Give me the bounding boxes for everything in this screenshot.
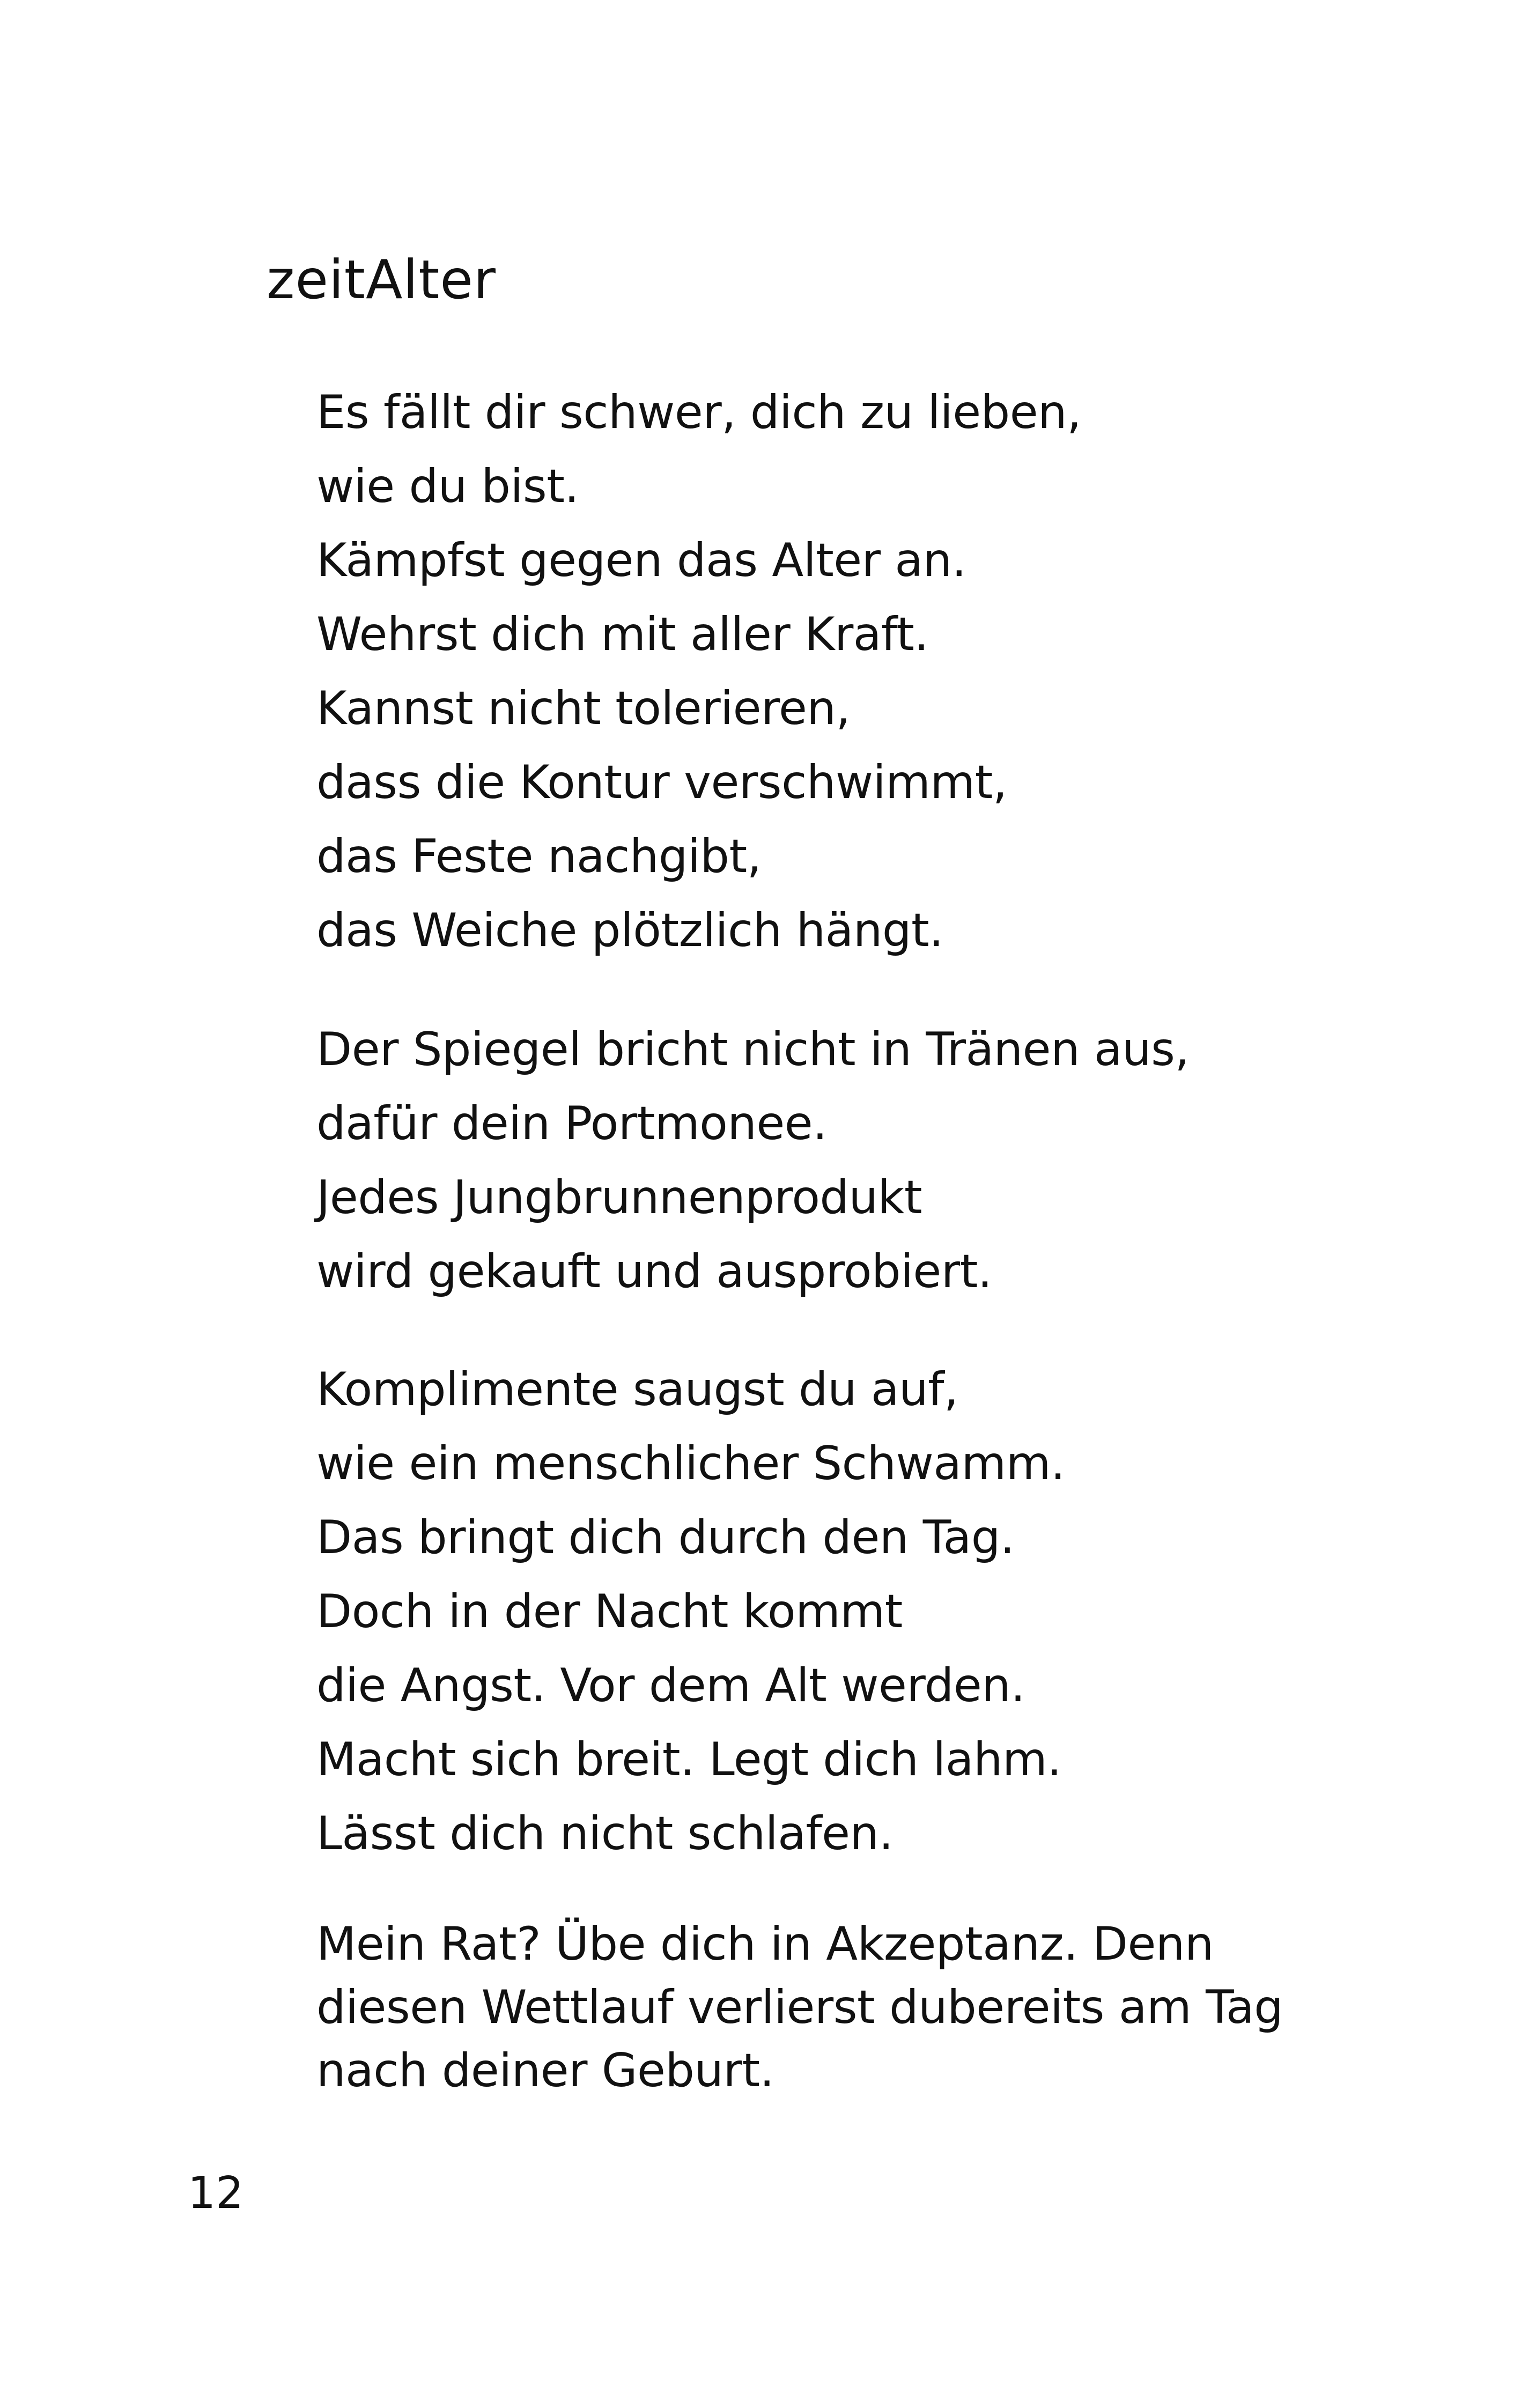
poem-line: Es fällt dir schwer, dich zu lieben, — [316, 386, 1081, 439]
page-number: 12 — [188, 2168, 244, 2219]
poem-line: Wehrst dich mit aller Kraft. — [316, 608, 929, 661]
poem-line: Macht sich breit. Legt dich lahm. — [316, 1733, 1062, 1786]
poem-line: das Weiche plötzlich hängt. — [316, 904, 943, 957]
poem-line: Doch in der Nacht kommt — [316, 1585, 903, 1638]
stanza-2 — [316, 1013, 1189, 1309]
poem-line: Komplimente saugst du auf, — [316, 1363, 958, 1416]
poem-line: Kämpfst gegen das Alter an. — [316, 534, 966, 587]
poem-line: die Angst. Vor dem Alt werden. — [316, 1659, 1025, 1712]
poem-line: wie ein menschlicher Schwamm. — [316, 1437, 1065, 1490]
poem-line: Das bringt dich durch den Tag. — [316, 1511, 1015, 1564]
poem-line: Mein Rat? Übe dich in Akzeptanz. Denn — [316, 1917, 1214, 1971]
poem-line: diesen Wettlauf verlierst dubereits am Tag — [316, 1981, 1283, 2034]
poem-line: dass die Kontur verschwimmt, — [316, 756, 1007, 809]
poem-line: nach deiner Geburt. — [316, 2044, 774, 2097]
poem-line: das Feste nachgibt, — [316, 830, 762, 883]
poem-line: wie du bist. — [316, 460, 579, 513]
poem-title: zeitAlter — [267, 248, 497, 311]
stanza-4 — [316, 1912, 1283, 2102]
stanza-1 — [316, 375, 1081, 967]
poem-line: Lässt dich nicht schlafen. — [316, 1807, 894, 1860]
poem-line: Jedes Jungbrunnenprodukt — [316, 1171, 922, 1224]
poem-line: Kannst nicht tolerieren, — [316, 682, 851, 735]
poem-line: Der Spiegel bricht nicht in Tränen aus, — [316, 1023, 1190, 1076]
poem-line: dafür dein Portmonee. — [316, 1097, 828, 1150]
poem-line: wird gekauft und ausprobiert. — [316, 1245, 992, 1298]
stanza-3 — [316, 1353, 1065, 1871]
